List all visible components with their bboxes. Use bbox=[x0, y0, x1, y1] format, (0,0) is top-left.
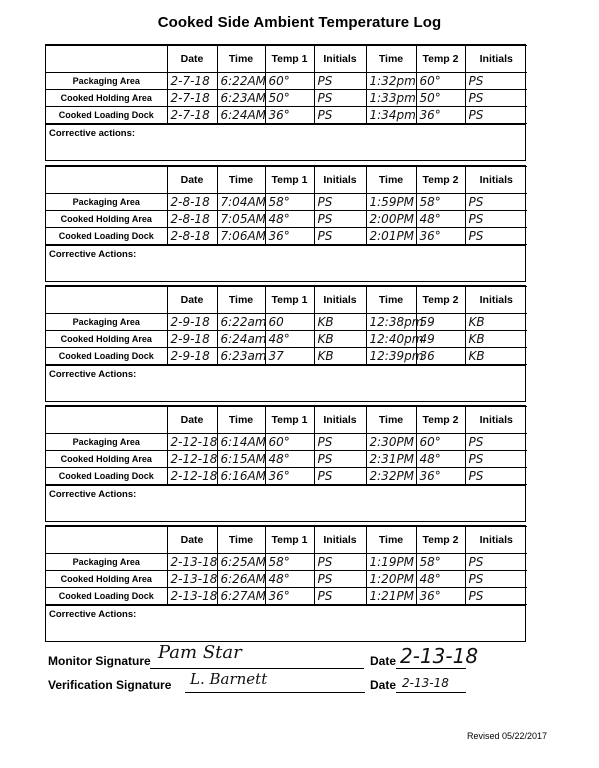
init2-cell[interactable]: KB bbox=[465, 314, 527, 331]
corrective-actions-label[interactable]: Corrective Actions: bbox=[46, 485, 525, 521]
column-header: Temp 1 bbox=[265, 407, 314, 434]
header-blank bbox=[46, 46, 167, 73]
time1-cell[interactable]: 6:15AM bbox=[217, 451, 265, 468]
area-label: Cooked Holding Area bbox=[46, 451, 167, 468]
column-header: Temp 1 bbox=[265, 287, 314, 314]
log-block bbox=[45, 44, 526, 161]
column-header: Time bbox=[217, 167, 265, 194]
time1-cell[interactable]: 6:26AM bbox=[217, 571, 265, 588]
temp2-cell[interactable]: 60° bbox=[416, 434, 465, 451]
column-header: Date bbox=[167, 407, 217, 434]
column-header: Initials bbox=[314, 287, 366, 314]
temp1-cell[interactable]: 48° bbox=[265, 211, 314, 228]
column-header: Initials bbox=[314, 407, 366, 434]
column-header: Date bbox=[167, 46, 217, 73]
column-header: Time bbox=[366, 46, 416, 73]
time1-cell[interactable]: 6:23am bbox=[217, 348, 265, 365]
time2-cell[interactable]: 1:34pm bbox=[366, 107, 416, 124]
corrective-actions-label[interactable]: Corrective Actions: bbox=[46, 365, 525, 401]
table-row bbox=[46, 348, 527, 365]
column-header: Initials bbox=[314, 527, 366, 554]
area-label: Cooked Holding Area bbox=[46, 90, 167, 107]
column-header: Initials bbox=[465, 46, 527, 73]
temperature-table bbox=[46, 526, 527, 605]
column-header: Initials bbox=[465, 167, 527, 194]
date-cell[interactable]: 2-9-18 bbox=[167, 331, 217, 348]
temperature-table bbox=[46, 406, 527, 485]
time2-cell[interactable]: 1:21PM bbox=[366, 588, 416, 605]
time1-cell[interactable]: 6:22am bbox=[217, 314, 265, 331]
temp2-cell[interactable]: 59 bbox=[416, 314, 465, 331]
table-row bbox=[46, 211, 527, 228]
table-row bbox=[46, 571, 527, 588]
time2-cell[interactable]: 1:59PM bbox=[366, 194, 416, 211]
column-header: Temp 2 bbox=[416, 46, 465, 73]
init1-cell[interactable]: KB bbox=[314, 314, 366, 331]
temp2-cell[interactable]: 48° bbox=[416, 451, 465, 468]
column-header: Initials bbox=[465, 287, 527, 314]
temp2-cell[interactable]: 36° bbox=[416, 228, 465, 245]
time1-cell[interactable]: 7:04AM bbox=[217, 194, 265, 211]
area-label: Packaging Area bbox=[46, 434, 167, 451]
init2-cell[interactable]: PS bbox=[465, 194, 527, 211]
column-header: Initials bbox=[314, 167, 366, 194]
init1-cell[interactable]: PS bbox=[314, 211, 366, 228]
temp2-cell[interactable]: 60° bbox=[416, 73, 465, 90]
init1-cell[interactable]: PS bbox=[314, 228, 366, 245]
time1-cell[interactable]: 6:24am bbox=[217, 331, 265, 348]
temp1-cell[interactable]: 60° bbox=[265, 434, 314, 451]
table-row bbox=[46, 107, 527, 124]
column-header: Time bbox=[366, 407, 416, 434]
area-label: Packaging Area bbox=[46, 194, 167, 211]
init1-cell[interactable]: PS bbox=[314, 468, 366, 485]
temperature-table bbox=[46, 166, 527, 245]
time2-cell[interactable]: 1:33pm bbox=[366, 90, 416, 107]
table-row bbox=[46, 468, 527, 485]
column-header: Time bbox=[366, 167, 416, 194]
temperature-table bbox=[46, 45, 527, 124]
table-row bbox=[46, 194, 527, 211]
time1-cell[interactable]: 6:23AM bbox=[217, 90, 265, 107]
time2-cell[interactable]: 2:01PM bbox=[366, 228, 416, 245]
time2-cell[interactable]: 2:00PM bbox=[366, 211, 416, 228]
init2-cell[interactable]: PS bbox=[465, 211, 527, 228]
verification-signature-value: L. Barnett bbox=[190, 670, 268, 688]
time1-cell[interactable]: 7:05AM bbox=[217, 211, 265, 228]
init2-cell[interactable]: PS bbox=[465, 434, 527, 451]
init1-cell[interactable]: PS bbox=[314, 571, 366, 588]
date-cell[interactable]: 2-7-18 bbox=[167, 107, 217, 124]
time2-cell[interactable]: 2:31PM bbox=[366, 451, 416, 468]
table-header-row bbox=[46, 287, 527, 314]
monitor-date-label: Date bbox=[370, 654, 397, 668]
init2-cell[interactable]: PS bbox=[465, 451, 527, 468]
column-header: Temp 2 bbox=[416, 167, 465, 194]
temp2-cell[interactable]: 49 bbox=[416, 331, 465, 348]
init1-cell[interactable]: PS bbox=[314, 194, 366, 211]
table-header-row bbox=[46, 46, 527, 73]
temp2-cell[interactable]: 36° bbox=[416, 107, 465, 124]
date-cell[interactable]: 2-8-18 bbox=[167, 228, 217, 245]
time1-cell[interactable]: 6:16AM bbox=[217, 468, 265, 485]
date-cell[interactable]: 2-12-18 bbox=[167, 451, 217, 468]
init1-cell[interactable]: PS bbox=[314, 434, 366, 451]
date-cell[interactable]: 2-13-18 bbox=[167, 588, 217, 605]
column-header: Initials bbox=[465, 527, 527, 554]
table-header-row bbox=[46, 167, 527, 194]
log-block bbox=[45, 165, 526, 282]
column-header: Initials bbox=[465, 407, 527, 434]
column-header: Time bbox=[217, 527, 265, 554]
column-header: Temp 1 bbox=[265, 167, 314, 194]
time2-cell[interactable]: 12:40pm bbox=[366, 331, 416, 348]
column-header: Temp 1 bbox=[265, 527, 314, 554]
header-blank bbox=[46, 287, 167, 314]
date-cell[interactable]: 2-12-18 bbox=[167, 468, 217, 485]
area-label: Packaging Area bbox=[46, 314, 167, 331]
column-header: Temp 1 bbox=[265, 46, 314, 73]
temp2-cell[interactable]: 36 bbox=[416, 348, 465, 365]
time2-cell[interactable]: 1:19PM bbox=[366, 554, 416, 571]
column-header: Time bbox=[366, 287, 416, 314]
column-header: Initials bbox=[314, 46, 366, 73]
table-header-row bbox=[46, 527, 527, 554]
corrective-actions-label[interactable]: Corrective actions: bbox=[46, 124, 525, 160]
temp1-cell[interactable]: 60 bbox=[265, 314, 314, 331]
table-row bbox=[46, 73, 527, 90]
init1-cell[interactable]: PS bbox=[314, 107, 366, 124]
init2-cell[interactable]: PS bbox=[465, 90, 527, 107]
table-row bbox=[46, 434, 527, 451]
temp2-cell[interactable]: 58° bbox=[416, 554, 465, 571]
temp2-cell[interactable]: 36° bbox=[416, 588, 465, 605]
init1-cell[interactable]: PS bbox=[314, 73, 366, 90]
corrective-actions-label[interactable]: Corrective Actions: bbox=[46, 605, 525, 641]
column-header: Time bbox=[217, 407, 265, 434]
temp1-cell[interactable]: 36° bbox=[265, 468, 314, 485]
temperature-table bbox=[46, 286, 527, 365]
table-header-row bbox=[46, 407, 527, 434]
date-cell[interactable]: 2-9-18 bbox=[167, 348, 217, 365]
time1-cell[interactable]: 6:27AM bbox=[217, 588, 265, 605]
area-label: Packaging Area bbox=[46, 554, 167, 571]
time2-cell[interactable]: 1:32pm bbox=[366, 73, 416, 90]
page-title: Cooked Side Ambient Temperature Log bbox=[157, 14, 442, 31]
header-blank bbox=[46, 527, 167, 554]
init1-cell[interactable]: PS bbox=[314, 588, 366, 605]
column-header: Temp 2 bbox=[416, 527, 465, 554]
area-label: Cooked Holding Area bbox=[46, 211, 167, 228]
revision-note: Revised 05/22/2017 bbox=[466, 731, 547, 741]
time2-cell[interactable]: 2:32PM bbox=[366, 468, 416, 485]
table-row bbox=[46, 451, 527, 468]
temp1-cell[interactable]: 48° bbox=[265, 571, 314, 588]
date-cell[interactable]: 2-7-18 bbox=[167, 73, 217, 90]
column-header: Date bbox=[167, 167, 217, 194]
column-header: Date bbox=[167, 287, 217, 314]
table-row bbox=[46, 314, 527, 331]
init2-cell[interactable]: PS bbox=[465, 571, 527, 588]
init2-cell[interactable]: PS bbox=[465, 73, 527, 90]
time1-cell[interactable]: 6:25AM bbox=[217, 554, 265, 571]
column-header: Time bbox=[217, 46, 265, 73]
monitor-signature-label: Monitor Signature bbox=[48, 654, 151, 668]
time1-cell[interactable]: 6:14AM bbox=[217, 434, 265, 451]
init2-cell[interactable]: PS bbox=[465, 554, 527, 571]
temp1-cell[interactable]: 37 bbox=[265, 348, 314, 365]
temp2-cell[interactable]: 48° bbox=[416, 211, 465, 228]
time1-cell[interactable]: 6:22AM bbox=[217, 73, 265, 90]
area-label: Cooked Loading Dock bbox=[46, 107, 167, 124]
log-block bbox=[45, 405, 526, 522]
table-row bbox=[46, 228, 527, 245]
init1-cell[interactable]: KB bbox=[314, 331, 366, 348]
temp1-cell[interactable]: 48° bbox=[265, 451, 314, 468]
date-cell[interactable]: 2-13-18 bbox=[167, 571, 217, 588]
table-row bbox=[46, 554, 527, 571]
init2-cell[interactable]: PS bbox=[465, 107, 527, 124]
column-header: Temp 2 bbox=[416, 407, 465, 434]
init2-cell[interactable]: KB bbox=[465, 331, 527, 348]
init1-cell[interactable]: PS bbox=[314, 451, 366, 468]
table-row bbox=[46, 588, 527, 605]
temp1-cell[interactable]: 50° bbox=[265, 90, 314, 107]
monitor-signature-value: Pam Star bbox=[158, 642, 242, 663]
date-cell[interactable]: 2-8-18 bbox=[167, 211, 217, 228]
table-row bbox=[46, 90, 527, 107]
temp1-cell[interactable]: 48° bbox=[265, 331, 314, 348]
init1-cell[interactable]: KB bbox=[314, 348, 366, 365]
time2-cell[interactable]: 12:39pm bbox=[366, 348, 416, 365]
init2-cell[interactable]: PS bbox=[465, 228, 527, 245]
init2-cell[interactable]: PS bbox=[465, 468, 527, 485]
verification-date-label: Date bbox=[370, 678, 397, 692]
area-label: Cooked Loading Dock bbox=[46, 468, 167, 485]
date-cell[interactable]: 2-9-18 bbox=[167, 314, 217, 331]
temp1-cell[interactable]: 36° bbox=[265, 588, 314, 605]
area-label: Cooked Loading Dock bbox=[46, 588, 167, 605]
time2-cell[interactable]: 12:38pm bbox=[366, 314, 416, 331]
time2-cell[interactable]: 1:20PM bbox=[366, 571, 416, 588]
temp2-cell[interactable]: 36° bbox=[416, 468, 465, 485]
area-label: Cooked Loading Dock bbox=[46, 228, 167, 245]
log-block bbox=[45, 285, 526, 402]
area-label: Cooked Holding Area bbox=[46, 331, 167, 348]
date-cell[interactable]: 2-7-18 bbox=[167, 90, 217, 107]
temp2-cell[interactable]: 48° bbox=[416, 571, 465, 588]
init2-cell[interactable]: PS bbox=[465, 588, 527, 605]
column-header: Temp 2 bbox=[416, 287, 465, 314]
header-blank bbox=[46, 167, 167, 194]
init2-cell[interactable]: KB bbox=[465, 348, 527, 365]
init1-cell[interactable]: PS bbox=[314, 554, 366, 571]
corrective-actions-label[interactable]: Corrective Actions: bbox=[46, 245, 525, 281]
date-cell[interactable]: 2-12-18 bbox=[167, 434, 217, 451]
temp1-cell[interactable]: 58° bbox=[265, 194, 314, 211]
time2-cell[interactable]: 2:30PM bbox=[366, 434, 416, 451]
log-block bbox=[45, 525, 526, 642]
verification-date-value: 2-13-18 bbox=[402, 676, 449, 690]
column-header: Time bbox=[366, 527, 416, 554]
area-label: Cooked Loading Dock bbox=[46, 348, 167, 365]
date-cell[interactable]: 2-13-18 bbox=[167, 554, 217, 571]
init1-cell[interactable]: PS bbox=[314, 90, 366, 107]
column-header: Time bbox=[217, 287, 265, 314]
area-label: Packaging Area bbox=[46, 73, 167, 90]
temp2-cell[interactable]: 50° bbox=[416, 90, 465, 107]
temp1-cell[interactable]: 36° bbox=[265, 228, 314, 245]
column-header: Date bbox=[167, 527, 217, 554]
monitor-date-value: 2-13-18 bbox=[400, 644, 479, 668]
temp1-cell[interactable]: 58° bbox=[265, 554, 314, 571]
temp1-cell[interactable]: 36° bbox=[265, 107, 314, 124]
temp2-cell[interactable]: 58° bbox=[416, 194, 465, 211]
table-row bbox=[46, 331, 527, 348]
area-label: Cooked Holding Area bbox=[46, 571, 167, 588]
verification-signature-label: Verification Signature bbox=[48, 678, 172, 692]
time1-cell[interactable]: 7:06AM bbox=[217, 228, 265, 245]
header-blank bbox=[46, 407, 167, 434]
time1-cell[interactable]: 6:24AM bbox=[217, 107, 265, 124]
temp1-cell[interactable]: 60° bbox=[265, 73, 314, 90]
date-cell[interactable]: 2-8-18 bbox=[167, 194, 217, 211]
